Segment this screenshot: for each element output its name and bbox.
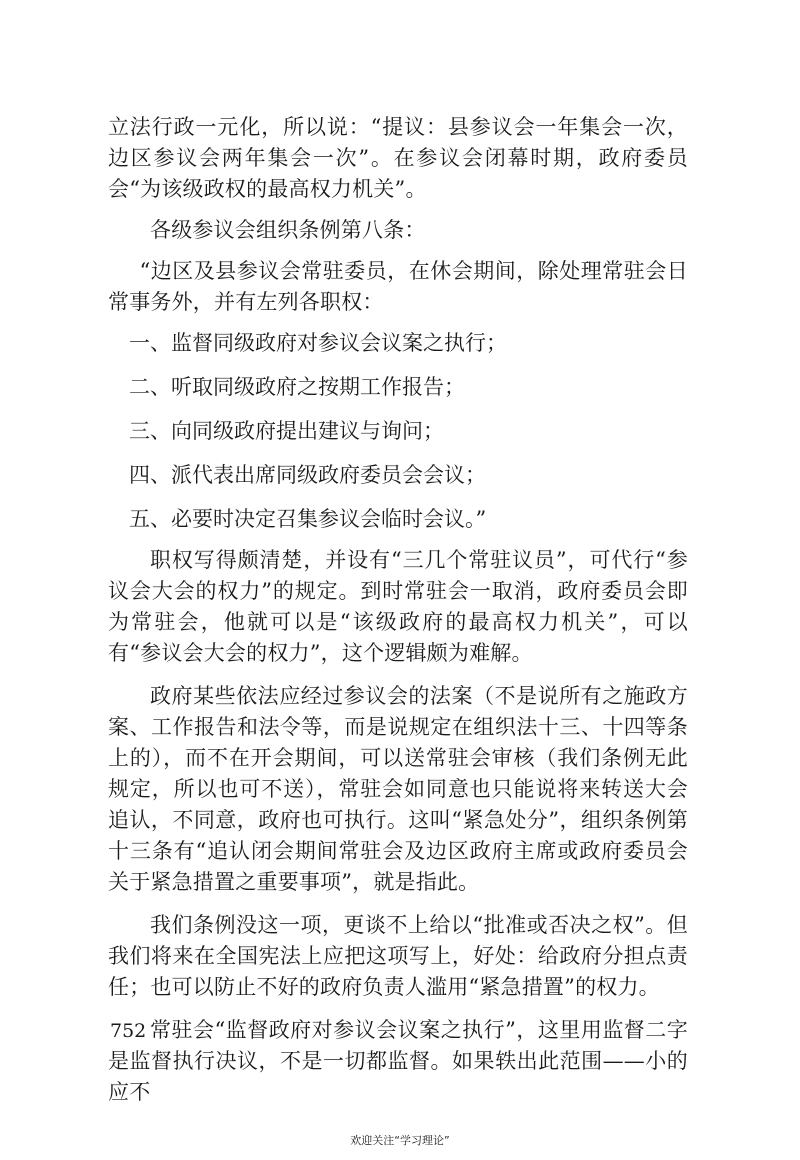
list-item: 四、派代表出席同级政府委员会会议；: [129, 463, 486, 487]
list-item: 二、听取同级政府之按期工作报告；: [129, 375, 465, 399]
paragraph-body: 常驻会“监督政府对参议会议案之执行”，这里用监督二字是监督执行决议，不是一切都监督。如果轶出此范围——小的应不: [108, 1018, 688, 1104]
page-number: 752: [110, 1020, 147, 1042]
footer-note: 欢迎关注“学习理论”: [350, 1134, 450, 1147]
paragraph-article-heading: 各级参议会组织条例第八条：: [150, 218, 426, 242]
paragraph-body: 政府某些依法应经过参议会的法案（不是说所有之施政方案、工作报告和法令等，而是说规定在组织法十三、十四等条上的），而不在开会期间，可以送常驻会审核（我们条例无此规定，所以也可不送），常驻会如同意也只能说将来转送大会追认，不同意，政府也可执行。这叫“紧急处分”，组织条例第十三条有“追认闭会期间常驻会及边区政府主席或政府委员会关于紧急措置之重要事项”，就是指此。: [108, 684, 688, 894]
paragraph-continuation: 立法行政一元化，所以说：“提议：县参议会一年集会一次，边区参议会两年集会一次”。在参议会闭幕时期，政府委员会“为该级政权的最高权力机关”。: [108, 115, 688, 201]
list-item: 五、必要时决定召集参议会临时会议。”: [129, 507, 487, 531]
list-item: 一、监督同级政府对参议会议案之执行；: [129, 331, 507, 355]
paragraph-body: 我们条例没这一项，更谈不上给以“批准或否决之权”。但我们将来在全国宪法上应把这项写上，好处：给政府分担点责任；也可以防止不好的政府负责人滥用“紧急措置”的权力。: [108, 913, 688, 999]
page-body: [108, 112, 688, 1108]
list-item: 三、向同级政府提出建议与询问；: [129, 419, 444, 443]
paragraph-quote-intro: “边区及县参议会常驻委员，在休会期间，除处理常驻会日常事务外，并有左列各职权：: [108, 259, 688, 314]
duty-list: [108, 328, 688, 535]
paragraph-body: 职权写得颇清楚，并设有“三几个常驻议员”，可代行“参议会大会的权力”的规定。到时常驻会一取消，政府委员会即为常驻会，他就可以是“该级政府的最高权力机关”，可以有“参议会大会的权力”，这个逻辑颇为难解。: [108, 548, 688, 665]
